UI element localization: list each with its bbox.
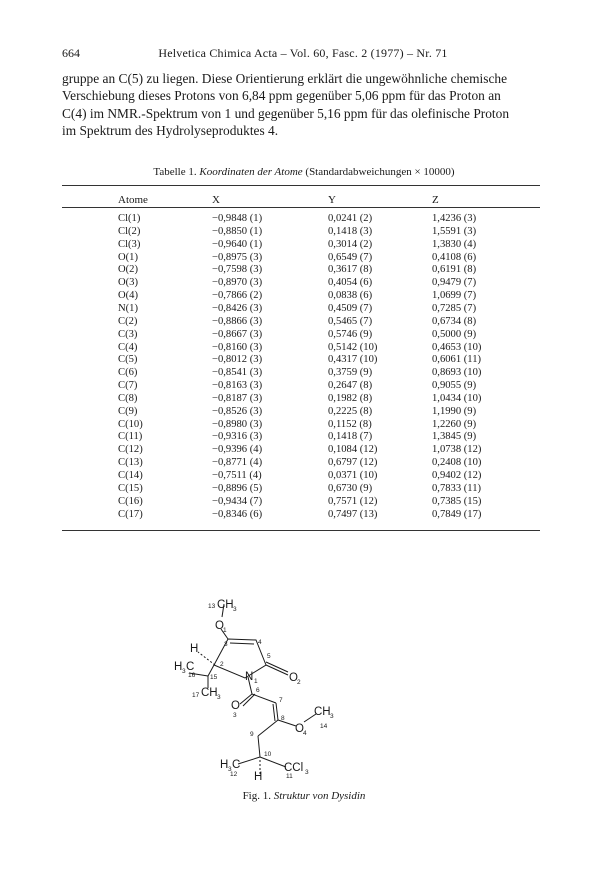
cell-atom: C(15)	[118, 482, 143, 494]
cell-atom: C(10)	[118, 418, 143, 430]
cell-x: −0,9640 (1)	[212, 238, 263, 250]
label-ch3-13: CH	[217, 599, 234, 611]
label-17: 17	[192, 692, 200, 699]
cell-x: −0,9316 (3)	[212, 431, 263, 443]
label-14: 14	[320, 723, 328, 730]
cell-y: 0,5746 (9)	[328, 328, 373, 340]
col-header-y: Y	[328, 194, 336, 206]
body-paragraph	[62, 70, 546, 140]
cell-z: 1,0738 (12)	[432, 444, 482, 456]
label-2: 2	[220, 661, 224, 668]
cell-z: 0,6734 (8)	[432, 315, 477, 327]
label-c12: C	[232, 759, 241, 771]
cell-atom: C(6)	[118, 367, 138, 379]
cell-atom: C(5)	[118, 354, 138, 366]
cell-y: 0,1418 (7)	[328, 431, 373, 443]
cell-atom: C(2)	[118, 315, 138, 327]
cell-z: 1,2260 (9)	[432, 418, 477, 430]
cell-x: −0,8541 (3)	[212, 367, 263, 379]
cell-atom: C(3)	[118, 328, 138, 340]
label-h-10: H	[254, 771, 263, 783]
cell-y: 0,1418 (3)	[328, 225, 373, 237]
cell-atom: O(1)	[118, 251, 139, 263]
cell-atom: O(4)	[118, 290, 139, 302]
label-n1-sub: 1	[254, 678, 258, 685]
cell-y: 0,2225 (8)	[328, 405, 373, 417]
col-header-atome: Atome	[118, 194, 148, 206]
cell-z: 1,0699 (7)	[432, 290, 477, 302]
label-o3: O	[231, 700, 240, 712]
cell-z: 0,7833 (11)	[432, 482, 482, 494]
cell-atom: Cl(1)	[118, 213, 141, 224]
label-n1: N	[245, 671, 254, 683]
cell-z: 0,4653 (10)	[432, 341, 482, 353]
cell-x: −0,8160 (3)	[212, 341, 263, 353]
table-caption-title: Koordinaten der Atome	[199, 166, 303, 178]
cell-y: 0,3617 (8)	[328, 264, 373, 276]
label-h3c-12-sub: 3	[228, 766, 232, 773]
cell-z: 0,7285 (7)	[432, 302, 477, 314]
cell-x: −0,9434 (7)	[212, 495, 263, 507]
label-16: 16	[188, 672, 196, 679]
label-7: 7	[279, 697, 283, 704]
cell-y: 0,7571 (12)	[328, 495, 378, 507]
label-h-2: H	[190, 643, 199, 655]
cell-atom: Cl(2)	[118, 225, 141, 237]
cell-z: 1,0434 (10)	[432, 392, 482, 404]
cell-x: −0,7598 (3)	[212, 264, 263, 276]
label-h3c-12: H	[220, 759, 229, 771]
table-caption-prefix: Tabelle 1.	[153, 166, 197, 178]
cell-y: 0,0838 (6)	[328, 290, 373, 302]
cell-x: −0,8975 (3)	[212, 251, 263, 263]
cell-z: 0,2408 (10)	[432, 457, 482, 469]
figure-caption-title: Struktur von Dysidin	[273, 790, 366, 802]
label-ch3-17: CH	[201, 687, 218, 699]
cell-y: 0,6797 (12)	[328, 457, 378, 469]
cell-x: −0,8896 (5)	[212, 482, 263, 494]
cell-atom: C(8)	[118, 392, 138, 404]
cell-atom: O(2)	[118, 264, 139, 276]
dysidin-structure	[174, 590, 430, 783]
cell-atom: C(12)	[118, 444, 143, 456]
cell-x: −0,8970 (3)	[212, 277, 263, 289]
cell-x: −0,7511 (4)	[212, 470, 262, 481]
cell-atom: C(14)	[118, 470, 143, 481]
col-header-x: X	[212, 194, 220, 206]
cell-x: −0,8771 (4)	[212, 457, 263, 469]
label-12: 12	[230, 771, 238, 778]
cell-z: 1,3830 (4)	[432, 238, 477, 250]
page-header	[62, 46, 544, 62]
cell-y: 0,5465 (7)	[328, 315, 373, 327]
cell-z: 0,9479 (7)	[432, 277, 477, 289]
label-o4-sub: 4	[303, 730, 307, 737]
cell-x: −0,8346 (6)	[212, 508, 263, 520]
cell-x: −0,8012 (3)	[212, 354, 263, 366]
cell-x: −0,9396 (4)	[212, 444, 263, 456]
label-o3-sub: 3	[233, 712, 237, 719]
label-13: 13	[208, 603, 216, 610]
cell-z: 1,5591 (3)	[432, 225, 477, 237]
cell-x: −0,8866 (3)	[212, 315, 263, 327]
cell-y: 0,4317 (10)	[328, 354, 378, 366]
label-ch3-13-sub: 3	[233, 606, 237, 613]
table-top-rule	[62, 185, 540, 186]
label-11: 11	[286, 773, 293, 780]
cell-atom: C(9)	[118, 405, 138, 417]
cell-y: 0,1982 (8)	[328, 392, 373, 404]
running-head: Helvetica Chimica Acta – Vol. 60, Fasc. 2 (1977) – Nr. 71	[158, 46, 448, 60]
label-10: 10	[264, 751, 272, 758]
label-o1: O	[215, 620, 224, 632]
table-caption-suffix: (Standardabweichungen × 10000)	[305, 166, 455, 178]
cell-atom: C(7)	[118, 380, 138, 392]
cell-z: 0,4108 (6)	[432, 251, 477, 263]
cell-atom: C(11)	[118, 431, 143, 443]
label-h3c-16: H	[174, 661, 183, 673]
figure-caption	[62, 790, 546, 802]
cell-z: 0,9055 (9)	[432, 380, 477, 392]
cell-x: −0,8426 (3)	[212, 302, 263, 314]
cell-atom: C(16)	[118, 495, 143, 507]
cell-x: −0,8980 (3)	[212, 418, 263, 430]
cell-x: −0,8667 (3)	[212, 328, 263, 340]
cell-y: 0,3014 (2)	[328, 238, 373, 250]
cell-x: −0,7866 (2)	[212, 290, 263, 302]
label-ccl3: CCl	[284, 762, 304, 774]
label-ch3-14-sub: 3	[330, 713, 334, 720]
label-4: 4	[258, 639, 262, 646]
paragraph-line: im Spektrum des Hydrolyseproduktes 4.	[62, 123, 279, 139]
cell-x: −0,8163 (3)	[212, 380, 263, 392]
cell-z: 0,6061 (11)	[432, 354, 482, 366]
cell-y: 0,4054 (6)	[328, 277, 373, 289]
label-5: 5	[267, 653, 271, 660]
cell-atom: C(4)	[118, 341, 138, 353]
cell-z: 1,1990 (9)	[432, 405, 477, 417]
col-header-z: Z	[432, 194, 439, 206]
cell-atom: N(1)	[118, 302, 139, 314]
cell-y: 0,0241 (2)	[328, 213, 373, 224]
label-h3c-16-sub: 3	[182, 668, 186, 675]
table-caption	[62, 166, 546, 178]
cell-z: 0,5000 (9)	[432, 328, 477, 340]
cell-y: 0,6730 (9)	[328, 482, 373, 494]
cell-x: −0,8526 (3)	[212, 405, 263, 417]
label-15: 15	[210, 674, 218, 681]
label-6: 6	[256, 687, 260, 694]
label-o2: O	[289, 672, 298, 684]
cell-atom: C(17)	[118, 508, 143, 520]
page-number: 664	[62, 46, 80, 60]
cell-z: 0,7385 (15)	[432, 495, 482, 507]
table-bottom-rule	[62, 530, 540, 531]
figure-caption-prefix: Fig. 1.	[242, 790, 271, 802]
label-ccl3-sub: 3	[305, 769, 309, 776]
cell-y: 0,7497 (13)	[328, 508, 378, 520]
label-ch3-14: CH	[314, 706, 331, 718]
cell-y: 0,3759 (9)	[328, 367, 373, 379]
label-o2-sub: 2	[297, 679, 301, 686]
cell-x: −0,8187 (3)	[212, 392, 263, 404]
label-o4: O	[295, 723, 304, 735]
cell-x: −0,8850 (1)	[212, 225, 263, 237]
label-8: 8	[281, 715, 285, 722]
cell-atom: O(3)	[118, 277, 139, 289]
paragraph-line: Verschiebung dieses Protons von 6,84 ppm gegenüber 5,06 ppm für das Proton an	[62, 88, 501, 104]
cell-y: 0,4509 (7)	[328, 302, 373, 314]
cell-z: 0,9402 (12)	[432, 470, 482, 481]
cell-y: 0,0371 (10)	[328, 470, 378, 481]
label-o1-sub: 1	[223, 627, 227, 634]
cell-atom: Cl(3)	[118, 238, 141, 250]
cell-z: 1,3845 (9)	[432, 431, 477, 443]
table-header-rule	[62, 207, 540, 208]
label-c16: C	[186, 661, 195, 673]
cell-z: 0,6191 (8)	[432, 264, 477, 276]
cell-y: 0,5142 (10)	[328, 341, 378, 353]
label-ch3-17-sub: 3	[217, 694, 221, 701]
label-3: 3	[224, 641, 228, 648]
cell-y: 0,1152 (8)	[328, 418, 372, 430]
cell-x: −0,9848 (1)	[212, 213, 263, 224]
cell-z: 0,7849 (17)	[432, 508, 482, 520]
cell-atom: C(13)	[118, 457, 143, 469]
cell-z: 0,8693 (10)	[432, 367, 482, 379]
cell-y: 0,1084 (12)	[328, 444, 378, 456]
paragraph-line: gruppe an C(5) zu liegen. Diese Orientierung erklärt die ungewöhnliche chemische	[62, 71, 508, 86]
cell-y: 0,6549 (7)	[328, 251, 373, 263]
cell-z: 1,4236 (3)	[432, 213, 477, 224]
label-9: 9	[250, 731, 254, 738]
paragraph-line: C(4) im NMR.-Spektrum von 1 und gegenüber 5,16 ppm für das olefinische Proton	[62, 105, 510, 121]
cell-y: 0,2647 (8)	[328, 380, 373, 392]
